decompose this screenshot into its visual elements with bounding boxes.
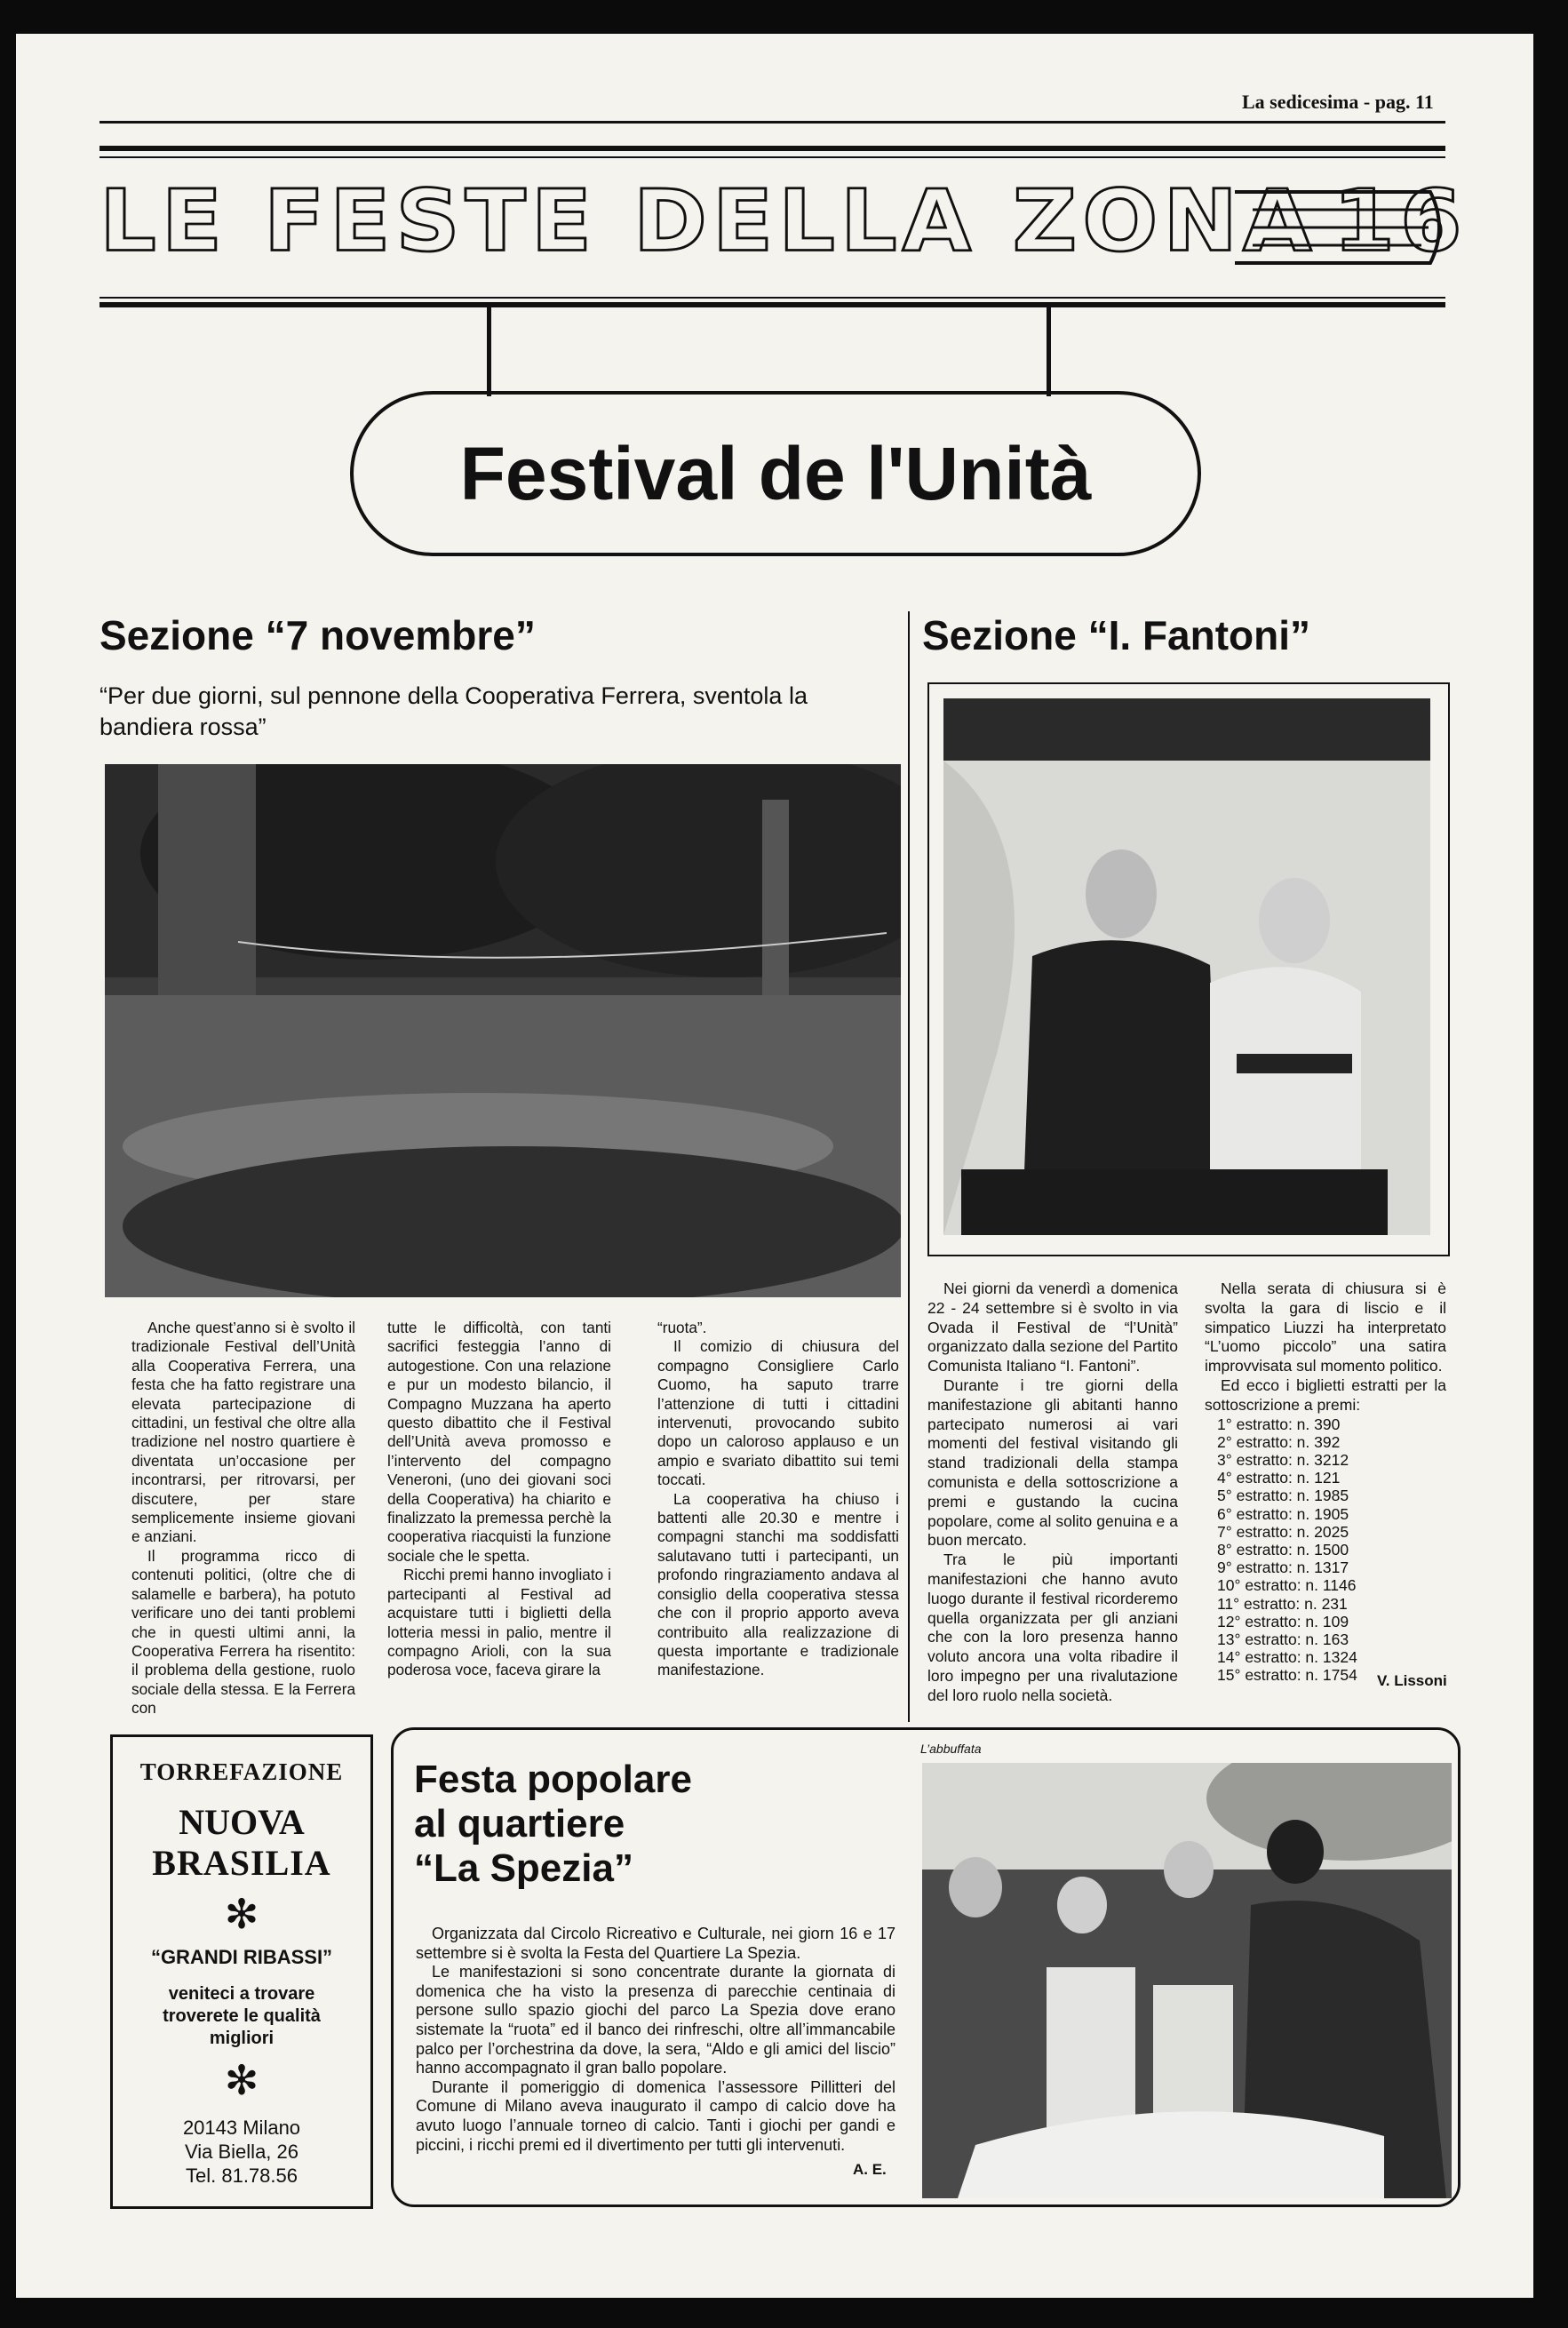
fantoni-stage-photo bbox=[943, 698, 1430, 1235]
list-item: 4° estratto: n. 121 bbox=[1217, 1469, 1341, 1487]
list-item: 2° estratto: n. 392 bbox=[1217, 1432, 1341, 1451]
ad-phone: Tel. 81.78.56 bbox=[186, 2165, 298, 2187]
festa-crowd-photo bbox=[922, 1763, 1452, 2198]
sign-post-left bbox=[487, 307, 491, 396]
left-section-heading: Sezione “7 novembre” bbox=[99, 612, 536, 658]
left-col3 bbox=[657, 1319, 899, 1680]
festival-crowd-photo bbox=[105, 764, 901, 1297]
ad-street: Via Biella, 26 bbox=[184, 2141, 298, 2163]
festa-title-line: al quartiere bbox=[414, 1802, 625, 1846]
festa-title-line: “La Spezia” bbox=[414, 1846, 633, 1890]
list-item: 11° estratto: n. 231 bbox=[1217, 1594, 1348, 1613]
ad-company-line3: BRASILIA bbox=[152, 1843, 331, 1883]
festa-signature: A. E. bbox=[853, 2161, 887, 2178]
ad-slogan: “GRANDI RIBASSI” bbox=[150, 1946, 333, 1968]
festival-title: Festival de l'Unità bbox=[350, 391, 1201, 556]
banner-rule-top-thin bbox=[99, 156, 1445, 158]
banner-rule-bottom bbox=[99, 302, 1445, 307]
list-item: 13° estratto: n. 163 bbox=[1217, 1630, 1349, 1649]
paragraph: Organizzata dal Circolo Ricreativo e Culturale, nei giorn 16 e 17 settembre si è svolta la Festa del Quartiere La Spezia. bbox=[416, 1925, 895, 1962]
torrefazione-ad bbox=[110, 1734, 373, 2209]
paragraph: Ed ecco i biglietti estratti per la sottoscrizione a premi: bbox=[1205, 1375, 1446, 1414]
paragraph: Anche quest’anno si è svolto il tradizionale Festival dell’Unità alla Cooperativa Ferrera, una festa che ha fatto registrare una elevata partecipazione di cittadini, un festival che oltre alla tradizione nel nostro quartiere è diventata un’occasione per incontrarsi, per ritrovarsi, per discutere, per stare semplicemente insieme giovani e anziani. bbox=[131, 1319, 355, 1546]
left-col1 bbox=[131, 1319, 355, 1718]
list-item: 12° estratto: n. 109 bbox=[1217, 1612, 1349, 1630]
paragraph: Il comizio di chiusura del compagno Consigliere Carlo Cuomo, ha saputo trarre l’attenzione di tutti i cittadini intervenuti, provocando subito dopo un caloroso applauso e un ampio e svariato dibattito sui temi toccati. bbox=[657, 1337, 899, 1489]
crowd-photo-scene bbox=[105, 764, 901, 1297]
paragraph: Durante i tre giorni della manifestazione gli abitanti hanno partecipato numerosi ai vari momenti del festival visitando gli stand tradizionali della stampa comunista e della sottoscrizione a premi e gustando la cucina popolare, come al solito genuina e a buon mercato. bbox=[927, 1375, 1178, 1550]
paragraph: Ricchi premi hanno invogliato i partecipanti al Festival ad acquistare tutti i biglietti della lotteria messi in palio, mentre il compagno Arioli, con la sua poderosa voce, faceva girare la bbox=[387, 1566, 611, 1679]
list-item: 5° estratto: n. 1985 bbox=[1217, 1487, 1349, 1505]
festa-title bbox=[414, 1758, 692, 1891]
festa-photo-scene bbox=[922, 1763, 1452, 2198]
ad-company-line2: NUOVA bbox=[179, 1802, 305, 1842]
paragraph: Nella serata di chiusura si è svolta la gara di liscio e il simpatico Liuzzi ha interpretato “L’uomo piccolo” una satira improvvisata sul momento politico. bbox=[1205, 1280, 1446, 1375]
banner-rule-bottom-thin bbox=[99, 297, 1445, 299]
paragraph: Nei giorni da venerdì a domenica 22 - 24 settembre si è svolto in via Ovada il Festival de “l’Unità” organizzato dalla sezione del Partito Comunista Italiano “I. Fantoni”. bbox=[927, 1280, 1178, 1375]
ad-text: veniteci a trovare troverete le qualità migliori bbox=[163, 1984, 321, 2048]
left-col2 bbox=[387, 1319, 611, 1680]
stage-photo-scene bbox=[943, 698, 1430, 1235]
list-item: 14° estratto: n. 1324 bbox=[1217, 1648, 1357, 1667]
paragraph: Il programma ricco di contenuti politici, (oltre che di salamelle e barbera), ha potuto verificare uno dei tanti problemi che in questi ultimi anni, la Cooperativa Ferrera ha risentito: il problema della gestione, ruolo sociale della stessa. E la Ferrera con bbox=[131, 1546, 355, 1718]
asterisk-icon: ✻ bbox=[224, 1891, 259, 1937]
list-item: 1° estratto: n. 390 bbox=[1217, 1415, 1341, 1433]
ad-company-line1: TORREFAZIONE bbox=[139, 1758, 344, 1785]
asterisk-icon: ✻ bbox=[224, 2057, 259, 2103]
banner-speed-lines-icon bbox=[1226, 174, 1448, 281]
festa-body bbox=[416, 1925, 895, 2155]
paragraph: La cooperativa ha chiuso i battenti alle 20.30 e mentre i compagni stanchi ma soddisfatti salutavano tutti i partecipanti, un profondo ringraziamento andava al consiglio della cooperativa stessa che con il proprio apporto aveva contribuito alla realizzazione di questa importante e tradizionale manifestazione. bbox=[657, 1489, 899, 1679]
header-rule bbox=[99, 121, 1445, 124]
festa-photo-caption: L’abbuffata bbox=[920, 1742, 982, 1756]
page-header: La sedicesima - pag. 11 bbox=[1242, 91, 1434, 113]
list-item: 9° estratto: n. 1317 bbox=[1217, 1559, 1349, 1577]
list-item: 3° estratto: n. 3212 bbox=[1217, 1450, 1349, 1469]
paragraph: Tra le più importanti manifestazioni che hanno avuto luogo durante il festival ricorderemo quella organizzata per gli anziani che con la loro presenza hanno voluto ancora una volta ribadire il loro impegno per una rivalutazione del loro ruolo nella società. bbox=[927, 1551, 1178, 1704]
sign-post-right bbox=[1047, 307, 1051, 396]
right-col2 bbox=[1205, 1280, 1446, 1685]
list-item: 15° estratto: n. 1754 bbox=[1217, 1666, 1357, 1685]
list-item: 6° estratto: n. 1905 bbox=[1217, 1504, 1349, 1523]
left-section-subtitle: “Per due giorni, sul pennone della Cooperativa Ferrera, sventola la bandiera rossa” bbox=[99, 682, 808, 740]
banner-rule-top bbox=[99, 146, 1445, 151]
paragraph: “ruota”. bbox=[657, 1319, 707, 1336]
festa-title-line: Festa popolare bbox=[414, 1758, 692, 1801]
list-item: 7° estratto: n. 2025 bbox=[1217, 1522, 1349, 1541]
paragraph: tutte le difficoltà, con tanti sacrifici festeggia l’anno di autogestione. Con una relazione e pur un modesto bilancio, il Compagno Muzzana ha aperto questo dibattito che il Festival dell’Unità aveva promosso e l’intervento del compagno Veneroni, (uno dei giovani soci della Cooperativa) ha chiarito e finalizzato la premessa perchè la cooperativa riacquisti la funzione sociale che le spetta. bbox=[387, 1319, 611, 1565]
prize-list bbox=[1205, 1415, 1446, 1685]
list-item: 10° estratto: n. 1146 bbox=[1217, 1576, 1357, 1595]
list-item: 8° estratto: n. 1500 bbox=[1217, 1541, 1349, 1559]
column-divider bbox=[908, 611, 910, 1722]
right-signature: V. Lissoni bbox=[1377, 1672, 1447, 1689]
ad-city: 20143 Milano bbox=[182, 2117, 301, 2139]
paragraph: Le manifestazioni si sono concentrate durante la giornata di domenica che ha visto la presenza di parecchie centinaia di persone sullo spazio giochi del parco La Spezia dove erano sistemate la “ruota” ed il banco dei rinfreschi, oltre all’immancabile palco per l’orchestrina da dove, la sera, “Aldo e gli amici del liscio” hanno accompagnato il gran ballo popolare. bbox=[416, 1963, 895, 2077]
banner-title: LE FESTE DELLA ZONA 16 bbox=[99, 171, 1468, 271]
right-section-heading: Sezione “I. Fantoni” bbox=[922, 612, 1311, 658]
right-col1 bbox=[927, 1280, 1178, 1706]
paragraph: Durante il pomeriggio di domenica l’assessore Pillitteri del Comune di Milano aveva inaugurato il campo di calcio dove ha avuto luogo l’annuale torneo di calcio. Tanti i giochi per gandi e piccini, i ricchi premi ed il divertimento per tutti gli intervenuti. bbox=[416, 2077, 895, 2154]
